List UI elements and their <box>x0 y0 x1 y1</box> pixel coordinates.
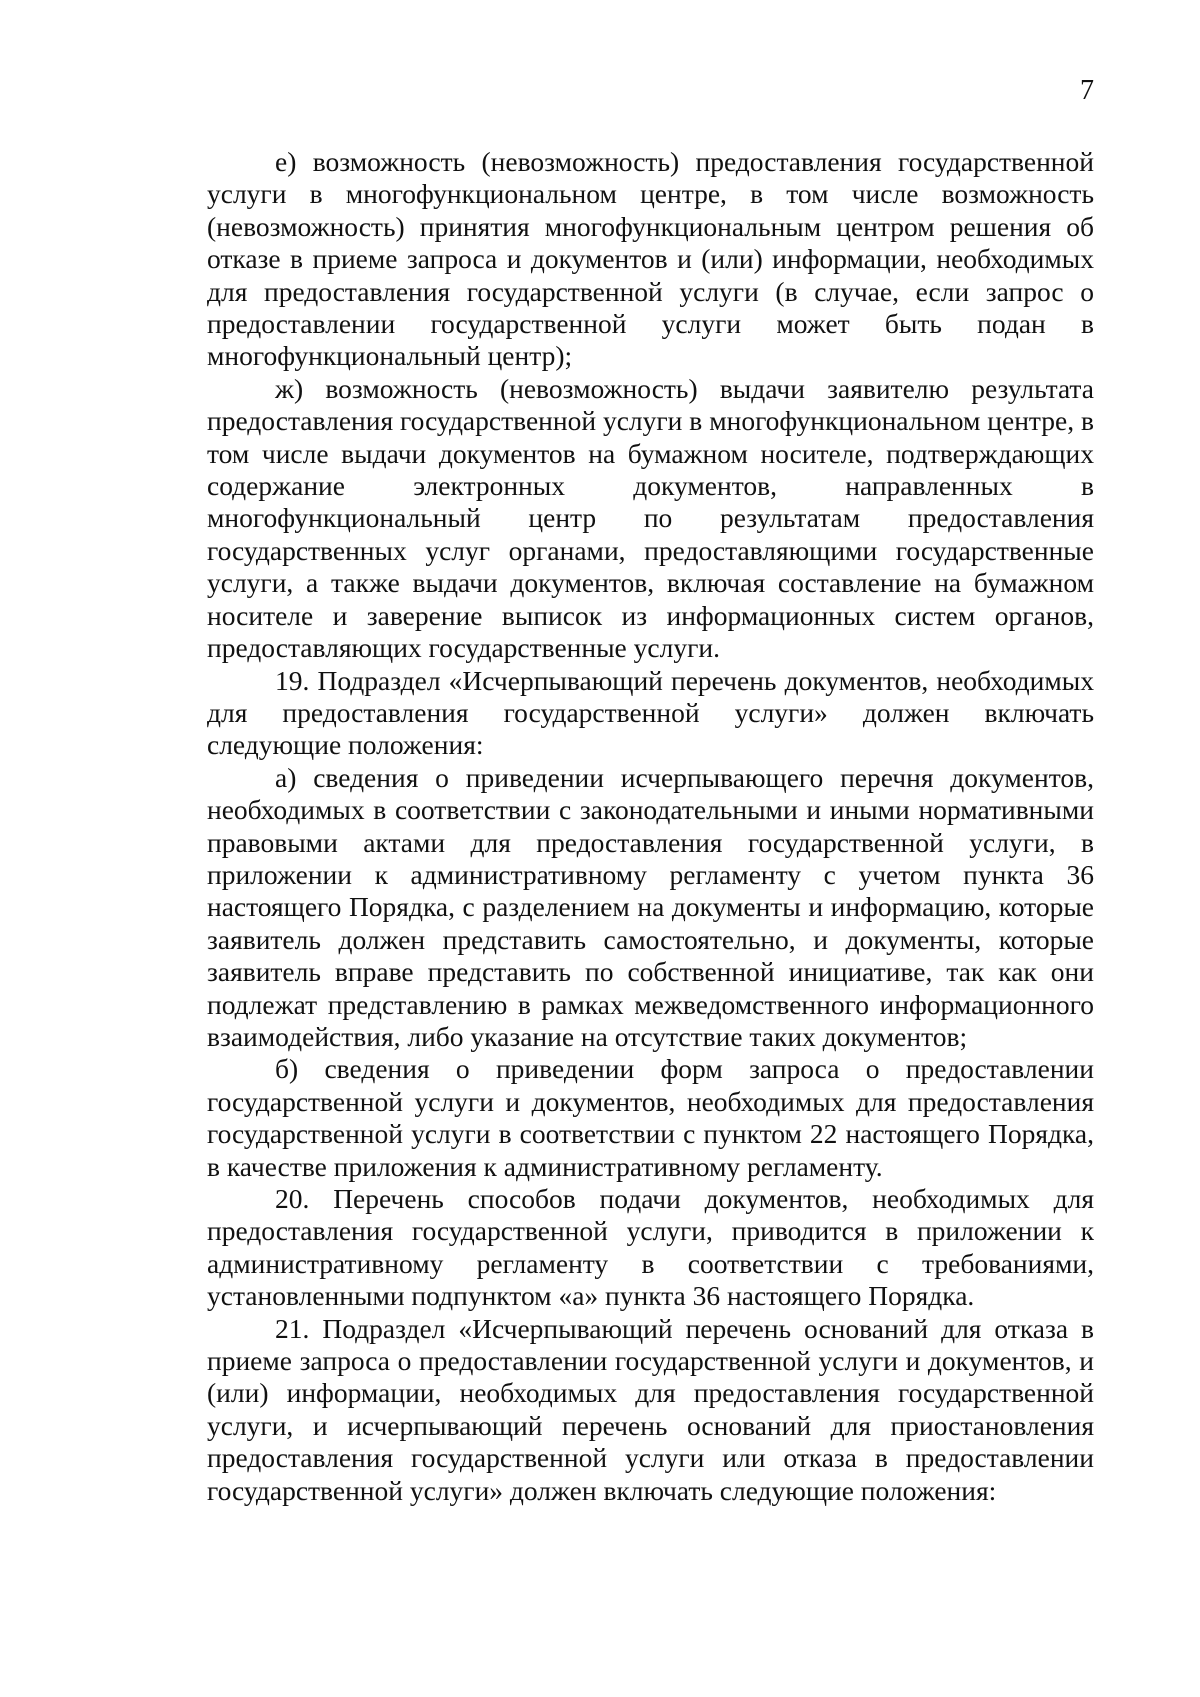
paragraph-item-19: 19. Подраздел «Исчерпывающий перечень документов, необходимых для предоставления государственной услуги» должен включать следующие положения: <box>207 664 1094 761</box>
paragraph-item-21: 21. Подраздел «Исчерпывающий перечень оснований для отказа в приеме запроса о предоставлении государственной услуги и документов, и (или) информации, необходимых для предоставления государственной услуги, и исчерпывающий перечень оснований для приостановления предоставления государственной услуги или отказа в предоставлении государственной услуги» должен включать следующие положения: <box>207 1312 1094 1506</box>
paragraph-subitem-a: а) сведения о приведении исчерпывающего перечня документов, необходимых в соответствии с законодательными и иными нормативными правовыми актами для предоставления государственной услуги, в приложении к административному регламенту с учетом пункта 36 настоящего Порядка, с разделением на документы и информацию, которые заявитель должен представить самостоятельно, и документы, которые заявитель вправе представить по собственной инициативе, так как они подлежат представлению в рамках межведомственного информационного взаимодействия, либо указание на отсутствие таких документов; <box>207 761 1094 1052</box>
paragraph-item-20: 20. Перечень способов подачи документов, необходимых для предоставления государственной услуги, приводится в приложении к административному регламенту в соответствии с требованиями, установленными подпунктом «а» пункта 36 настоящего Порядка. <box>207 1183 1094 1312</box>
document-body <box>207 146 1094 1507</box>
page-number: 7 <box>1080 75 1094 106</box>
paragraph-subitem-e: е) возможность (невозможность) предоставления государственной услуги в многофункциональном центре, в том числе возможность (невозможность) принятия многофункциональным центром решения об отказе в приеме запроса и документов и (или) информации, необходимых для предоставления государственной услуги (в случае, если запрос о предоставлении государственной услуги может быть подан в многофункциональный центр); <box>207 146 1094 372</box>
paragraph-subitem-zh: ж) возможность (невозможность) выдачи заявителю результата предоставления государственной услуги в многофункциональном центре, в том числе выдачи документов на бумажном носителе, подтверждающих содержание электронных документов, направленных в многофункциональный центр по результатам предоставления государственных услуг органами, предоставляющими государственные услуги, а также выдачи документов, включая составление на бумажном носителе и заверение выписок из информационных систем органов, предоставляющих государственные услуги. <box>207 372 1094 664</box>
paragraph-subitem-b: б) сведения о приведении форм запроса о предоставлении государственной услуги и документов, необходимых для предоставления государственной услуги в соответствии с пунктом 22 настоящего Порядка, в качестве приложения к административному регламенту. <box>207 1053 1094 1182</box>
